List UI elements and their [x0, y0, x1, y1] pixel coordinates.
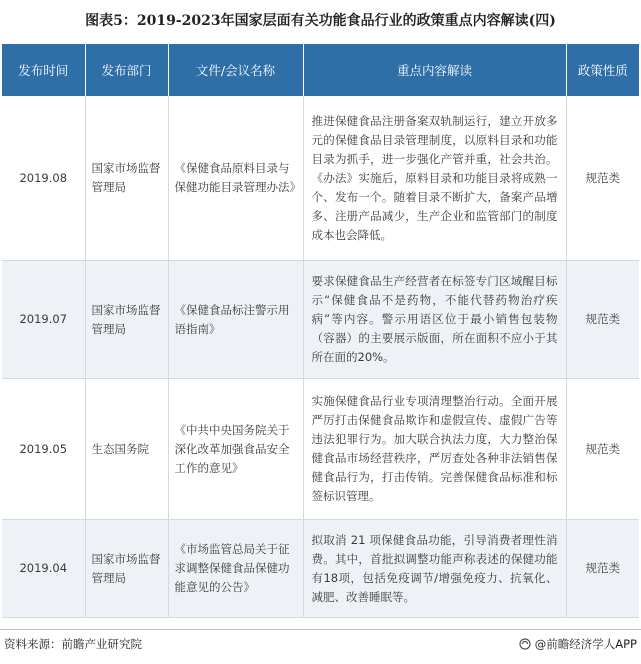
- table-header-row: [2, 44, 639, 96]
- header-nature: 政策性质: [566, 44, 639, 96]
- footer: [0, 629, 641, 664]
- table-row: [2, 261, 639, 379]
- cell-content: 拟取消 21 项保健食品功能，引导消费者理性消费。其中，首批拟调整功能声称表述的保健功能有18项，包括免疫调节/增强免疫力、抗氧化、减肥、改善睡眠等。: [303, 520, 566, 618]
- source-note: 资料来源：前瞻产业研究院: [4, 637, 142, 651]
- header-date: 发布时间: [2, 44, 85, 96]
- table-row: [2, 520, 639, 618]
- cell-content: 实施保健食品行业专项清理整治行动。全面开展严厉打击保健食品欺诈和虚假宣传、虚假广告等违法犯罪行为。加大联合执法力度，大力整治保健食品市场经营秩序，严厉查处各种非法销售保健食品行为，打击传销。完善保健食品标准和标签标识管理。: [303, 379, 566, 520]
- cell-date: 2019.05: [2, 379, 85, 520]
- header-dept: 发布部门: [85, 44, 168, 96]
- cell-nature: 规范类: [566, 96, 639, 261]
- cell-dept: 国家市场监督管理局: [85, 520, 168, 618]
- cell-name: 《中共中央国务院关于深化改革加强食品安全工作的意见》: [168, 379, 303, 520]
- table-row: [2, 379, 639, 520]
- policy-table: [2, 44, 639, 618]
- cell-content: 要求保健食品生产经营者在标签专门区域醒目标示“保健食品不是药物，不能代替药物治疗疾病”等内容。警示用语区位于最小销售包装物（容器）的主要展示版面，所在面积不应小于其所在面的20%。: [303, 261, 566, 379]
- brand-text: @前瞻经济学人APP: [534, 637, 637, 651]
- cell-dept: 生态国务院: [85, 379, 168, 520]
- cell-dept: 国家市场监督管理局: [85, 261, 168, 379]
- cell-name: 《市场监管总局关于征求调整保健食品保健功能意见的公告》: [168, 520, 303, 618]
- cell-nature: 规范类: [566, 520, 639, 618]
- header-name: 文件/会议名称: [168, 44, 303, 96]
- chart-title: 图表5：2019-2023年国家层面有关功能食品行业的政策重点内容解读(四): [85, 13, 556, 29]
- cell-dept: 国家市场监督管理局: [85, 96, 168, 261]
- cell-nature: 规范类: [566, 261, 639, 379]
- cell-content: 推进保健食品注册备案双轨制运行，建立开放多元的保健食品目录管理制度，以原料目录和功能目录为抓手，进一步强化产管并重，社会共治。《办法》实施后，原料目录和功能目录将成熟一个、发布一个。随着目录不断扩大，备案产品增多、注册产品减少，生产企业和监管部门的制度成本也会降低。: [303, 96, 566, 261]
- cell-date: 2019.04: [2, 520, 85, 618]
- brand-credit: [519, 636, 637, 652]
- cell-date: 2019.08: [2, 96, 85, 261]
- cell-name: 《保健食品原料目录与保健功能目录管理办法》: [168, 96, 303, 261]
- table-row: [2, 96, 639, 261]
- brand-logo-icon: [519, 638, 531, 650]
- cell-name: 《保健食品标注警示用语指南》: [168, 261, 303, 379]
- cell-nature: 规范类: [566, 379, 639, 520]
- header-content: 重点内容解读: [303, 44, 566, 96]
- cell-date: 2019.07: [2, 261, 85, 379]
